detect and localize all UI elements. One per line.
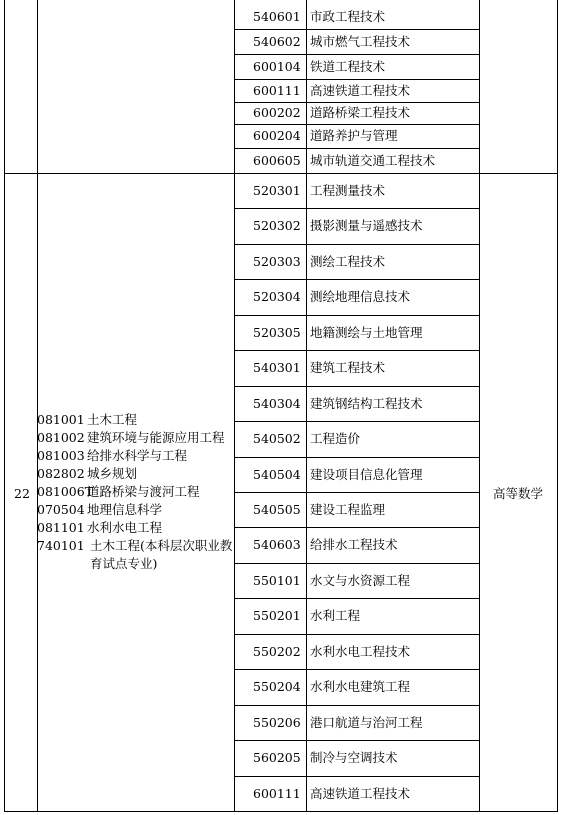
major-name: 建设项目信息化管理 bbox=[310, 466, 423, 482]
major-name: 铁道工程技术 bbox=[310, 58, 386, 74]
major-code: 540504 bbox=[253, 466, 301, 482]
undergrad-major-name: 地理信息科学 bbox=[87, 502, 163, 517]
major-name: 水利水电工程技术 bbox=[310, 643, 411, 659]
row-rule bbox=[234, 279, 480, 280]
major-code: 550101 bbox=[253, 572, 301, 588]
row-rule bbox=[234, 208, 480, 209]
major-code: 600202 bbox=[253, 105, 301, 120]
undergrad-major-code: 740101 bbox=[37, 538, 85, 553]
undergrad-major-code: 081006T bbox=[37, 484, 94, 499]
undergrad-major-code: 081003 bbox=[37, 448, 85, 463]
major-code: 540304 bbox=[253, 395, 301, 411]
row-rule bbox=[234, 315, 480, 316]
row-rule bbox=[234, 350, 480, 351]
undergrad-major bbox=[37, 429, 237, 447]
major-name: 地籍测绘与土地管理 bbox=[310, 324, 423, 340]
major-name: 水利水电建筑工程 bbox=[310, 679, 411, 694]
row-rule bbox=[234, 29, 480, 30]
row-rule bbox=[234, 563, 480, 564]
undergrad-major bbox=[37, 501, 237, 519]
row-rule bbox=[4, 811, 558, 812]
row-rule bbox=[234, 244, 480, 245]
major-name: 工程造价 bbox=[310, 431, 361, 446]
major-name: 高速铁道工程技术 bbox=[310, 82, 411, 98]
undergrad-major-name: 建筑环境与能源应用工程 bbox=[87, 430, 225, 445]
major-name: 道路桥梁工程技术 bbox=[310, 105, 411, 120]
major-code: 540602 bbox=[253, 33, 301, 49]
major-name: 摄影测量与遥感技术 bbox=[310, 218, 423, 233]
major-code: 550201 bbox=[253, 608, 301, 623]
major-code: 550204 bbox=[253, 679, 301, 694]
major-name: 工程测量技术 bbox=[310, 182, 386, 198]
major-name: 建筑工程技术 bbox=[310, 360, 386, 375]
major-code: 540502 bbox=[253, 431, 301, 446]
major-code: 550206 bbox=[253, 714, 301, 730]
exam-subject: 高等数学 bbox=[493, 486, 544, 501]
major-code: 560205 bbox=[253, 750, 301, 765]
row-rule bbox=[234, 457, 480, 458]
undergrad-major bbox=[37, 411, 237, 429]
row-rule bbox=[234, 492, 480, 493]
column-rule bbox=[557, 0, 558, 812]
major-name: 港口航道与治河工程 bbox=[310, 714, 423, 730]
row-rule bbox=[234, 421, 480, 422]
major-name: 建设工程监理 bbox=[310, 501, 386, 517]
major-name: 市政工程技术 bbox=[310, 8, 386, 24]
row-rule bbox=[234, 386, 480, 387]
major-code: 520305 bbox=[253, 324, 301, 340]
undergrad-major-name: 土木工程 bbox=[87, 412, 138, 427]
undergrad-major-name: 给排水科学与工程 bbox=[87, 448, 188, 463]
row-rule bbox=[234, 634, 480, 635]
row-rule bbox=[4, 173, 558, 174]
row-rule bbox=[234, 776, 480, 777]
major-code: 540505 bbox=[253, 501, 301, 517]
major-code: 520302 bbox=[253, 218, 301, 233]
major-code: 540603 bbox=[253, 537, 301, 552]
row-rule bbox=[234, 669, 480, 670]
major-name: 水利工程 bbox=[310, 608, 361, 623]
major-name: 道路养护与管理 bbox=[310, 128, 398, 143]
major-code: 600204 bbox=[253, 128, 301, 143]
undergrad-major-name: 土木工程(本科层次职业教育试点专业) bbox=[90, 538, 233, 571]
undergrad-major-code: 070504 bbox=[37, 502, 85, 517]
row-rule bbox=[234, 148, 480, 149]
major-name: 制冷与空调技术 bbox=[310, 750, 398, 765]
undergrad-major bbox=[37, 465, 237, 483]
undergrad-major-name: 城乡规划 bbox=[87, 466, 138, 481]
major-name: 建筑钢结构工程技术 bbox=[310, 395, 423, 411]
major-name: 测绘工程技术 bbox=[310, 253, 386, 269]
group-number: 22 bbox=[14, 486, 30, 501]
undergrad-major bbox=[37, 519, 237, 537]
column-rule bbox=[479, 0, 480, 812]
undergrad-major-name: 水利水电工程 bbox=[87, 520, 163, 535]
major-code: 540301 bbox=[253, 360, 301, 375]
major-name: 水文与水资源工程 bbox=[310, 572, 411, 588]
undergrad-major-list bbox=[37, 411, 237, 573]
row-rule bbox=[234, 598, 480, 599]
major-code: 520304 bbox=[253, 289, 301, 304]
undergrad-major bbox=[37, 447, 237, 465]
row-rule bbox=[234, 705, 480, 706]
row-rule bbox=[234, 124, 480, 125]
row-rule bbox=[234, 527, 480, 528]
major-code: 600605 bbox=[253, 152, 301, 168]
column-rule bbox=[4, 0, 5, 812]
major-name: 测绘地理信息技术 bbox=[310, 289, 411, 304]
major-name: 城市燃气工程技术 bbox=[310, 33, 411, 49]
row-rule bbox=[234, 740, 480, 741]
column-rule bbox=[37, 0, 38, 812]
undergrad-major-code: 082802 bbox=[37, 466, 85, 481]
major-code: 520301 bbox=[253, 182, 301, 198]
major-code: 540601 bbox=[253, 8, 301, 24]
undergrad-major bbox=[37, 483, 237, 501]
undergrad-major-name: 道路桥梁与渡河工程 bbox=[87, 484, 200, 499]
major-name: 城市轨道交通工程技术 bbox=[310, 152, 436, 168]
major-name: 给排水工程技术 bbox=[310, 537, 398, 552]
row-rule bbox=[234, 54, 480, 55]
undergrad-major-code: 081101 bbox=[37, 520, 85, 535]
undergrad-major bbox=[37, 537, 237, 573]
major-code: 600111 bbox=[253, 785, 301, 801]
row-rule bbox=[234, 102, 480, 103]
undergrad-major-code: 081001 bbox=[37, 412, 85, 427]
major-name: 高速铁道工程技术 bbox=[310, 785, 411, 801]
major-code: 600104 bbox=[253, 58, 301, 74]
major-code: 600111 bbox=[253, 82, 301, 98]
column-rule bbox=[234, 0, 235, 812]
undergrad-major-code: 081002 bbox=[37, 430, 85, 445]
row-rule bbox=[234, 79, 480, 80]
major-code: 520303 bbox=[253, 253, 301, 269]
major-code: 550202 bbox=[253, 643, 301, 659]
